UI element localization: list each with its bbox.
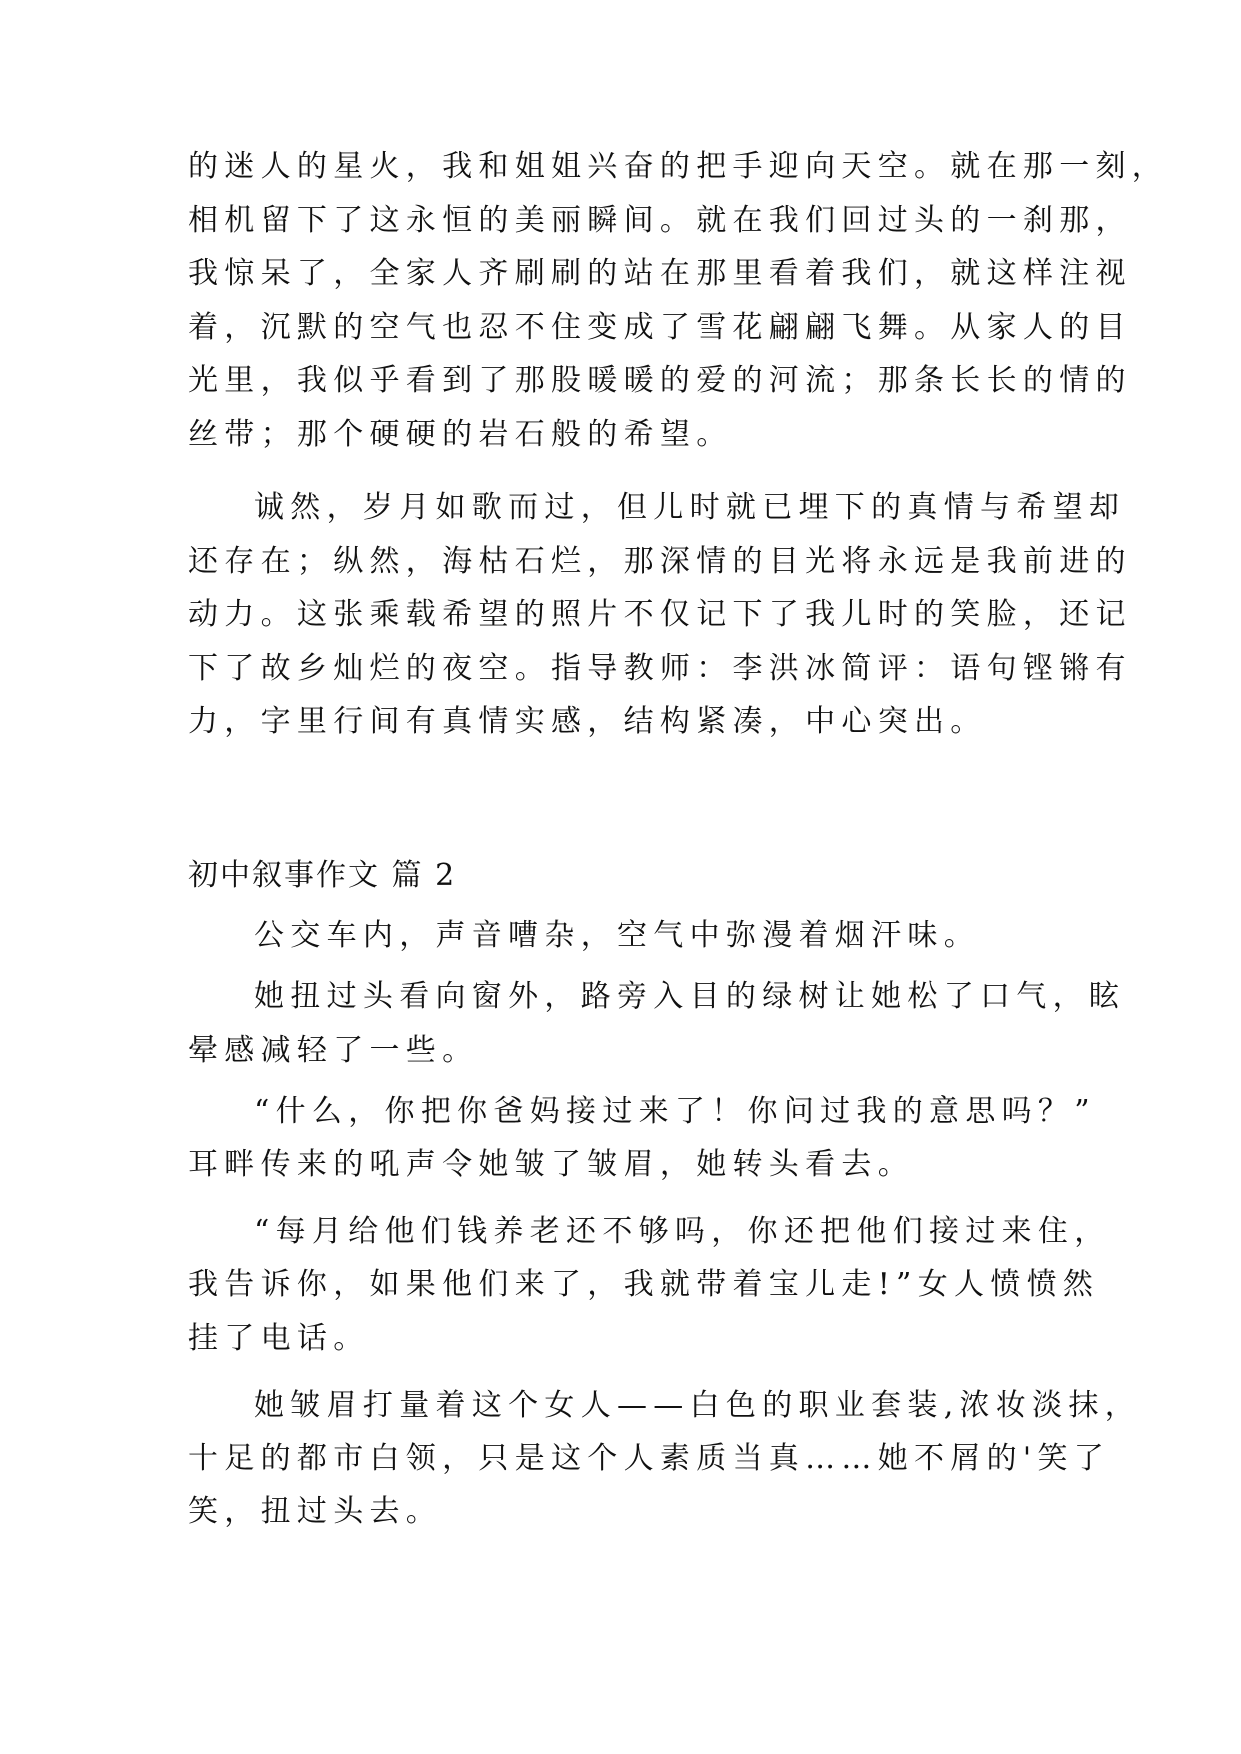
paragraph-first-line: 诚然，岁月如歌而过，但儿时就已埋下的真情与希望却 [254,490,1126,525]
text-line: 丝带；那个硬硬的岩石般的希望。 [188,417,733,452]
text-line: 的迷人的星火，我和姐姐兴奋的把手迎向天空。就在那一刻， [188,149,1169,184]
paragraph-first-line: 她皱眉打量着这个女人——白色的职业套装,浓妆淡抹， [254,1388,1142,1423]
paragraph-first-line: “每月给他们钱养老还不够吗，你还把他们接过来住， [254,1214,1111,1249]
text-line: 下了故乡灿烂的夜空。指导教师：李洪冰简评：语句铿锵有 [188,651,1132,686]
text-line: 我告诉你，如果他们来了，我就带着宝儿走!”女人愤愤然 [188,1267,1100,1302]
text-line: 力，字里行间有真情实感，结构紧凑，中心突出。 [188,704,987,739]
text-line: 我惊呆了，全家人齐刷刷的站在那里看着我们，就这样注视 [188,256,1132,291]
text-line: 还存在；纵然，海枯石烂，那深情的目光将永远是我前进的 [188,544,1132,579]
text-line: 着，沉默的空气也忍不住变成了雪花翩翩飞舞。从家人的目 [188,310,1132,345]
text-line: 十足的都市白领，只是这个人素质当真……她不屑的'笑了 [188,1441,1111,1476]
text-line: 耳畔传来的吼声令她皱了皱眉，她转头看去。 [188,1147,914,1182]
text-line: 相机留下了这永恒的美丽瞬间。就在我们回过头的一刹那， [188,203,1132,238]
text-line: 晕感减轻了一些。 [188,1033,479,1068]
paragraph-first-line: “什么，你把你爸妈接过来了！你问过我的意思吗？” [254,1094,1096,1129]
text-line: 动力。这张乘载希望的照片不仅记下了我儿时的笑脸，还记 [188,597,1132,632]
section-heading: 初中叙事作文 篇 2 [188,858,457,893]
text-line: 光里，我似乎看到了那股暖暖的爱的河流；那条长长的情的 [188,363,1132,398]
paragraph-first-line: 公交车内，声音嘈杂，空气中弥漫着烟汗味。 [254,918,980,953]
paragraph-first-line: 她扭过头看向窗外，路旁入目的绿树让她松了口气，眩 [254,979,1126,1014]
text-line: 挂了电话。 [188,1321,370,1356]
text-line: 笑，扭过头去。 [188,1494,443,1529]
